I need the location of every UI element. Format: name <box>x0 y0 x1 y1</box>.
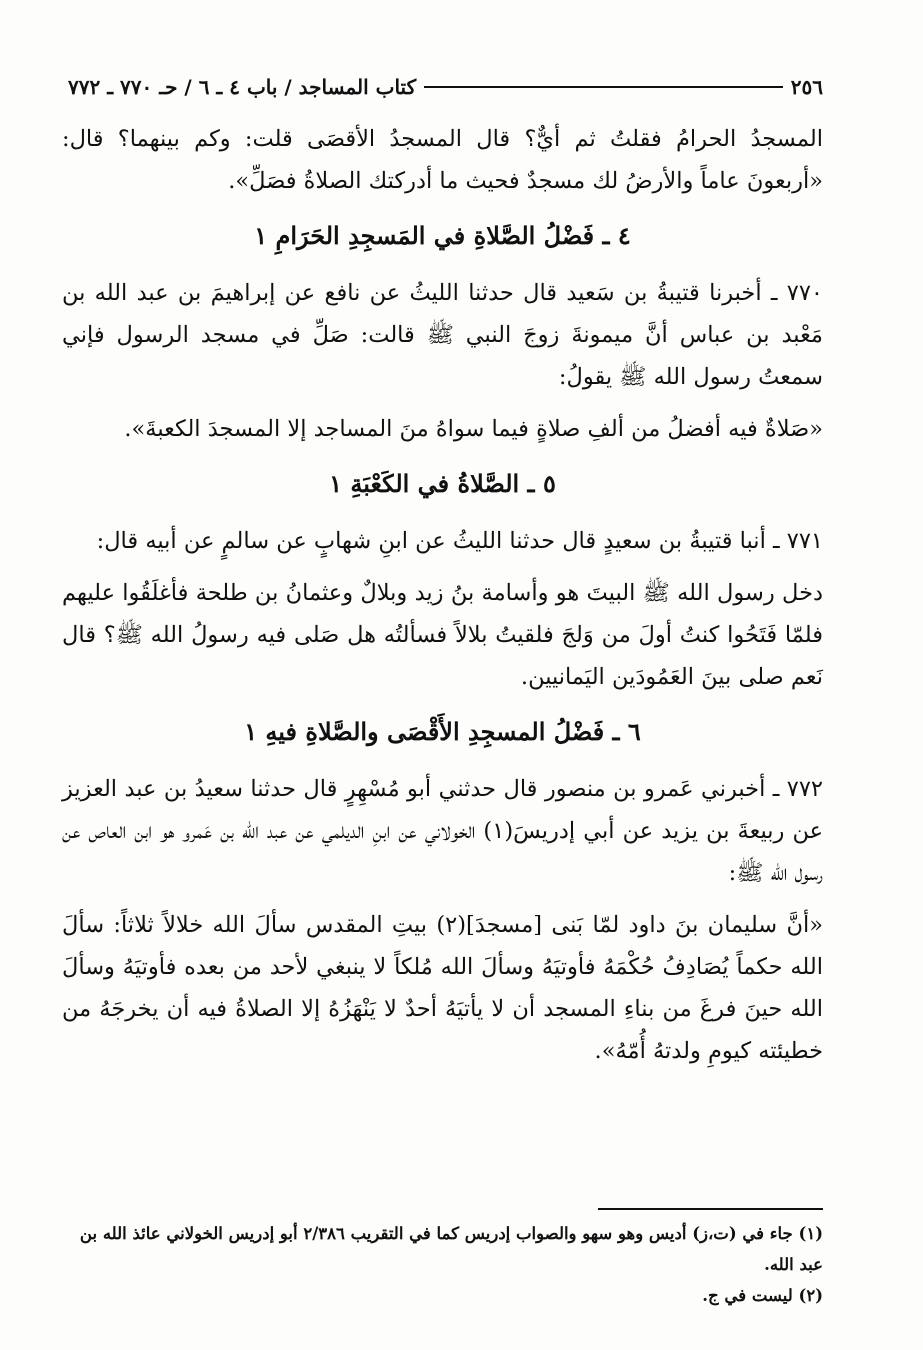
footnote-rule <box>598 1208 823 1210</box>
chapter-heading-4: ٤ ـ فَضْلُ الصَّلاةِ في المَسجِدِ الحَرَامِ ١ <box>254 221 631 250</box>
page-number: ٢٥٦ <box>790 75 823 99</box>
hadith-770-isnad: ٧٧٠ ـ أخبرنا قتيبةُ بن سَعيد قال حدثنا الليثُ عن نافع عن إبراهيمَ بن عبد الله بن مَعْبد بن عباس أنَّ ميمونةَ زوجَ النبي ﷺ قالت: صَلِّ في مسجد الرسول فإني سمعتُ رسول الله ﷺ يقولُ: <box>62 280 823 390</box>
hadith-771-matn: دخل رسول الله ﷺ البيتَ هو وأسامة بنُ زيد وبلالٌ وعثمانُ بن طلحة فأغلَقُوا عليهم فلمّا فَتَحُوا كنتُ أولَ من وَلجَ فلقيتُ بلالاً فسألتُه هل صَلى فيه رسولُ الله ﷺ؟ قال نَعم صلى بينَ العَمُودَين اليَمانيين. <box>62 580 823 690</box>
hadith-771-isnad: ٧٧١ ـ أنبا قتيبةُ بن سعيدٍ قال حدثنا الليثُ عن ابنِ شهابٍ عن سالمٍ عن أبيه قال: <box>96 528 823 554</box>
footnote-2: (٢) ليست في ج. <box>702 1286 823 1305</box>
header-rule <box>424 86 783 88</box>
chapter-heading-5: ٥ ـ الصَّلاةُ في الكَعْبَةِ ١ <box>329 469 556 498</box>
page-header <box>68 70 823 104</box>
hadith-772-matn: «أنَّ سليمان بنَ داود لمّا بَنى [مسجدَ](٢) بيتِ المقدس سألَ الله خلالاً ثلاثاً: سألَ الله حكماً يُصَادِفُ حُكْمَهُ فأوتيَهُ وسألَ الله مُلكاً لا ينبغي لأحد من بعده فأوتيَهُ وسألَ الله حينَ فرغَ من بناءِ المسجد أن لا يأتيَهُ أحدٌ لا يَنْهَزُهُ إلا الصلاةُ فيه أن يخرجَهُ من خطيئته كيومِ ولدتهُ أُمّهُ». <box>62 912 823 1064</box>
hadith-772-isnad: ٧٧٢ ـ أخبرني عَمرو بن منصور قال حدثني أبو مُسْهِرٍ قال حدثنا سعيدُ بن عبد العزيز عن ربيعةَ بن يزيد عن أبي إدريسَ(١) الخولاني عن ابنِ الديلمي عن عبد الله بن عَمرو هو ابن العاص عن رسول الله ﷺ: <box>62 776 824 886</box>
footnotes <box>66 1208 823 1311</box>
footnote-1: (١) جاء في (ت،ز) أديس وهو سهو والصواب إدريس كما في التقريب ٢/٣٨٦ أبو إدريس الخولاني عائذ الله بن عبد الله. <box>79 1224 823 1274</box>
running-title: كتاب المساجد / باب ٤ ـ ٦ / حـ ٧٧٠ ـ ٧٧٢ <box>68 75 417 99</box>
page-body <box>62 118 823 1072</box>
hadith-770-matn: «صَلاةٌ فيه أفضلُ من ألفِ صلاةٍ فيما سواهُ منَ المساجد إلا المسجدَ الكعبةَ». <box>124 416 823 442</box>
hadith-continuation: المسجدُ الحرامُ فقلتُ ثم أيٌّ؟ قال المسجدُ الأقصَى قلت: وكم بينهما؟ قال: «أربعونَ عاماً والأرضُ لك مسجدٌ فحيث ما أدركتك الصلاةُ فصَلِّ». <box>62 126 823 194</box>
chapter-heading-6: ٦ ـ فَضْلُ المسجِدِ الأَقْصَى والصَّلاةِ فيهِ ١ <box>244 717 641 746</box>
